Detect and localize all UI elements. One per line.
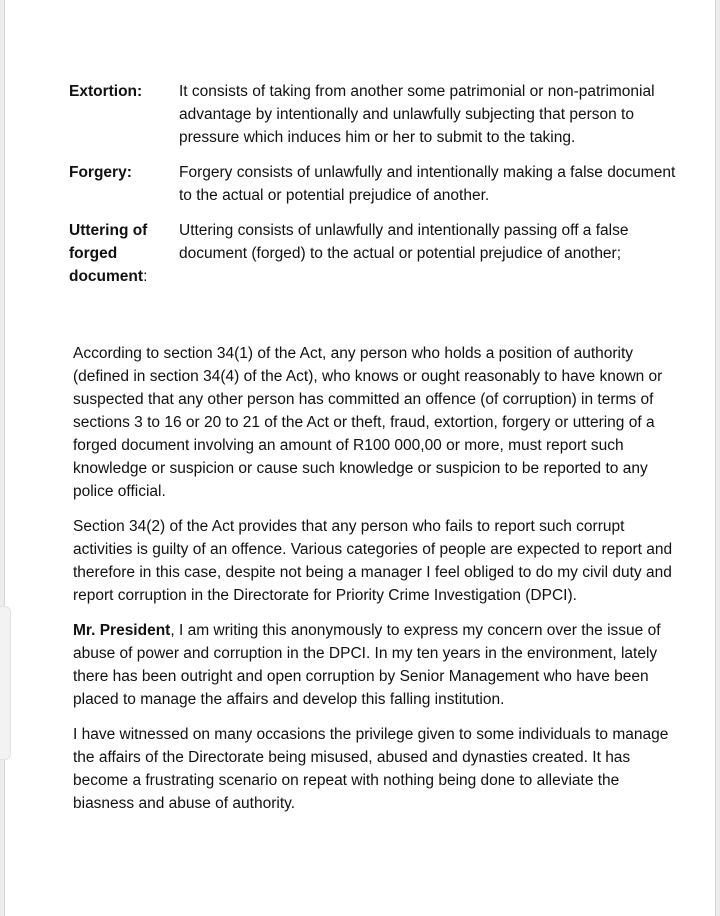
document-page bbox=[4, 0, 716, 916]
definition-term-line: forged bbox=[69, 245, 118, 262]
definition-text: Forgery consists of unlawfully and intentionally making a false document to the actual or potential prejudice of another. bbox=[179, 164, 676, 204]
definition-term: Extortion: bbox=[69, 83, 143, 100]
paragraph-mr-president bbox=[73, 619, 683, 711]
definition-term-colon: : bbox=[143, 268, 148, 285]
paragraph-section-34-2: Section 34(2) of the Act provides that any person who fails to report such corrupt activities is guilty of an offence. Various categories of people are expected to report and therefore in this case, despite not being a manager I feel obliged to do my civil duty and report corruption in the Directorate for Priority Crime Investigation (DPCI). bbox=[73, 518, 673, 604]
definition-extortion bbox=[69, 80, 679, 149]
definition-term-line bbox=[69, 265, 179, 288]
side-scroll-tab[interactable] bbox=[0, 606, 11, 760]
definition-term-line: Uttering of bbox=[69, 222, 148, 239]
definitions-list bbox=[69, 80, 679, 300]
definition-forgery bbox=[69, 161, 679, 207]
definition-term: Forgery: bbox=[69, 164, 132, 181]
paragraph-section-34-1: According to section 34(1) of the Act, any person who holds a position of authority (defined in section 34(4) of the Act), who knows or ought reasonably to have known or suspected that any other person has committed an offence (of corruption) in terms of sections 3 to 16 or 20 to 21 of the Act or theft, fraud, extortion, forgery or uttering of a forged document involving an amount of R100 000,00 or more, must report such knowledge or suspicion or cause such knowledge or suspicion to be reported to any police official. bbox=[73, 345, 663, 500]
definition-term bbox=[69, 219, 179, 288]
definition-term-word: document bbox=[69, 268, 144, 285]
paragraph-witnessed: I have witnessed on many occasions the privilege given to some individuals to manage the affairs of the Directorate being misused, abused and dynasties created. It has become a frustrating scenario on repeat with nothing being done to alleviate the biasness and abuse of authority. bbox=[73, 726, 669, 812]
definition-uttering bbox=[69, 219, 679, 288]
definition-text: Uttering consists of unlawfully and intentionally passing off a false document (forged) to the actual or potential prejudice of another; bbox=[179, 222, 629, 262]
letter-body bbox=[73, 342, 683, 827]
definition-text: It consists of taking from another some patrimonial or non-patrimonial advantage by intentionally and unlawfully subjecting that person to pressure which induces him or her to submit to the taking. bbox=[179, 83, 655, 146]
paragraph-text: , I am writing this anonymously to express my concern over the issue of abuse of power and corruption in the DPCI. In my ten years in the environment, lately there has been outright and open corruption by Senior Management who have been placed to manage the affairs and develop this falling institution. bbox=[73, 622, 661, 708]
paragraph-lead: Mr. President bbox=[73, 622, 171, 639]
